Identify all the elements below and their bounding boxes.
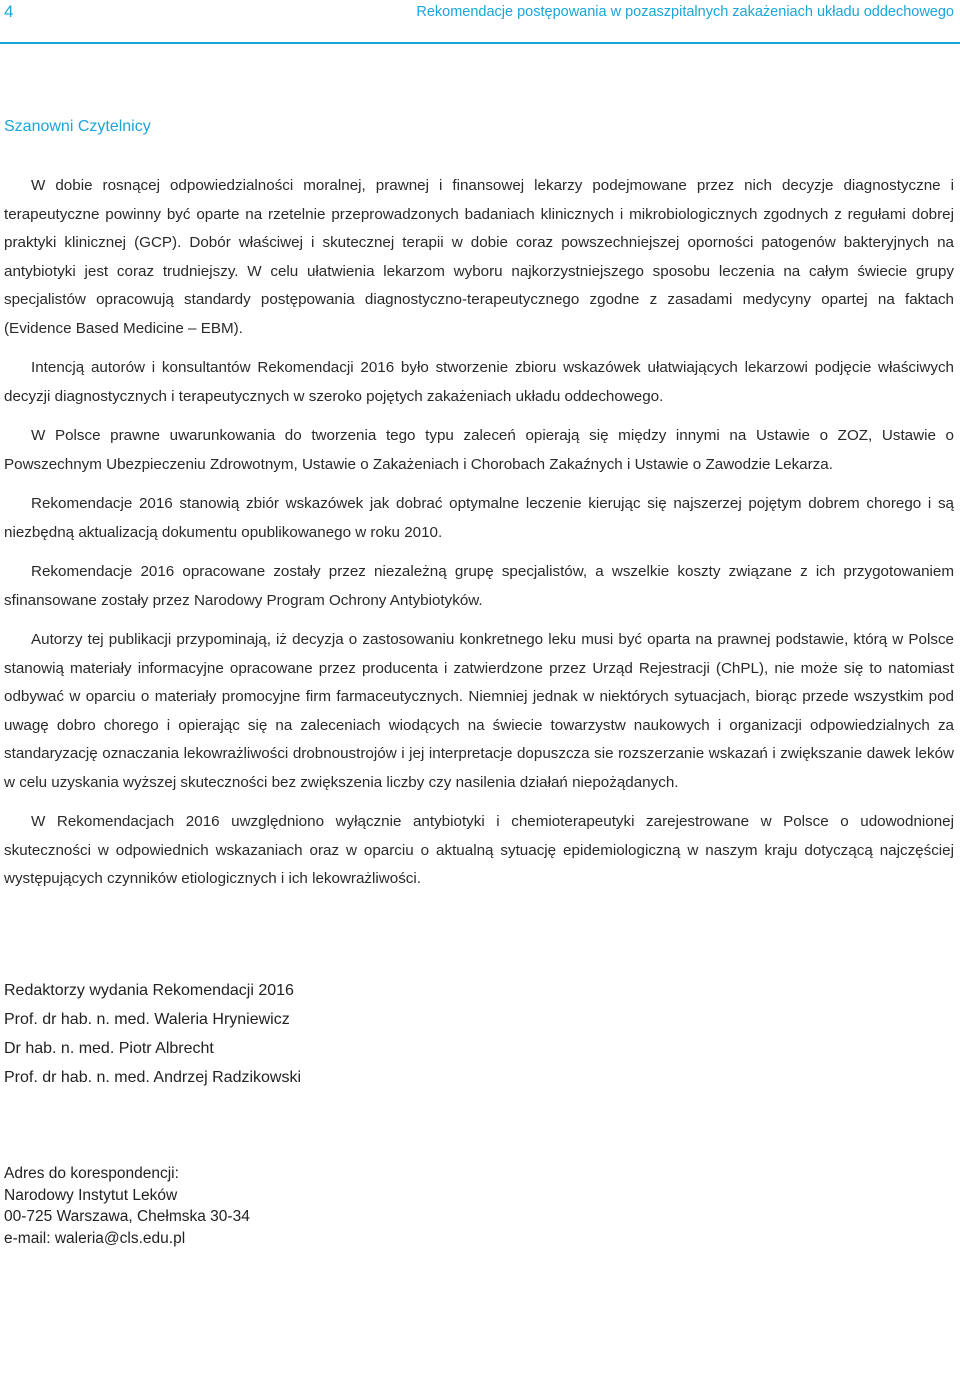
paragraph: W Rekomendacjach 2016 uwzględniono wyłącznie antybiotyki i chemioterapeutyki zarejestrowane w Polsce o udowodnionej skuteczności w odpowiednich wskazaniach oraz w oparciu o aktualną sytuację epidemiologiczną w naszym kraju dotyczącą najczęściej występujących czynników etiologicznych i ich lekowrażliwości.	[4, 813, 954, 887]
paragraph: W Polsce prawne uwarunkowania do tworzenia tego typu zaleceń opierają się między innymi na Ustawie o ZOZ, Ustawie o Powszechnym Ubezpieczeniu Zdrowotnym, Ustawie o Zakażeniach i Chorobach Zakaźnych i Ustawie o Zawodzie Lekarza.	[4, 427, 954, 473]
salutation-heading: Szanowni Czytelnicy	[4, 118, 151, 135]
correspondence-address	[4, 1163, 250, 1249]
letter-body	[4, 172, 954, 905]
editor-name: Dr hab. n. med. Piotr Albrecht	[4, 1040, 214, 1057]
address-heading: Adres do korespondencji:	[4, 1165, 179, 1182]
page-header	[0, 0, 960, 44]
address-institution: Narodowy Instytut Leków	[4, 1186, 178, 1204]
address-street: 00-725 Warszawa, Chełmska 30-34	[4, 1208, 250, 1225]
paragraph: Intencją autorów i konsultantów Rekomendacji 2016 było stworzenie zbioru wskazówek ułatwiających lekarzowi podjęcie właściwych decyzji diagnostycznych i terapeutycznych w szeroko pojętych zakażeniach układu oddechowego.	[4, 359, 954, 405]
editors-heading: Redaktorzy wydania Rekomendacji 2016	[4, 982, 294, 999]
header-divider	[0, 42, 960, 44]
page-number: 4	[4, 2, 14, 21]
editors-block	[4, 976, 301, 1092]
paragraph: Rekomendacje 2016 opracowane zostały przez niezależną grupę specjalistów, a wszelkie koszty związane z ich przygotowaniem sfinansowane zostały przez Narodowy Program Ochrony Antybiotyków.	[4, 563, 954, 609]
editor-name: Prof. dr hab. n. med. Andrzej Radzikowski	[4, 1069, 302, 1086]
address-email[interactable]: e-mail: waleria@cls.edu.pl	[4, 1229, 186, 1247]
paragraph: Rekomendacje 2016 stanowią zbiór wskazówek jak dobrać optymalne leczenie kierując się najszerzej pojętym dobrem chorego i są niezbędną aktualizacją dokumentu opublikowanego w roku 2010.	[4, 495, 954, 541]
paragraph: Autorzy tej publikacji przypominają, iż decyzja o zastosowaniu konkretnego leku musi być oparta na prawnej podstawie, którą w Polsce stanowią materiały informacyjne opracowane przez producenta i zatwierdzone przez Urząd Rejestracji (ChPL), nie może się to natomiast odbywać w oparciu o materiały promocyjne firm farmaceutycznych. Niemniej jednak w niektórych sytuacjach, biorąc przede wszystkim pod uwagę dobro chorego i opierając się na zaleceniach wiodących na świecie towarzystw naukowych i organizacji odpowiedzialnych za standaryzację oznaczania lekowrażliwości drobnoustrojów i jej interpretacje dopuszcza sie rozszerzanie wskazań i zwiększanie dawek leków w celu uzyskania wyższej skuteczności bez zwiększenia liczby czy nasilenia działań niepożądanych.	[4, 631, 954, 791]
running-title: Rekomendacje postępowania w pozaszpitalnych zakażeniach układu oddechowego	[416, 4, 954, 20]
editor-name: Prof. dr hab. n. med. Waleria Hryniewicz	[4, 1011, 290, 1028]
paragraph: W dobie rosnącej odpowiedzialności moralnej, prawnej i finansowej lekarzy podejmowane przez nich decyzje diagnostyczne i terapeutyczne powinny być oparte na rzetelnie przeprowadzonych badaniach klinicznych i mikrobiologicznych zgodnych z regułami dobrej praktyki klinicznej (GCP). Dobór właściwej i skutecznej terapii w dobie coraz powszechniejszej oporności patogenów bakteryjnych na antybiotyki jest coraz trudniejszy. W celu ułatwienia lekarzom wyboru najkorzystniejszego sposobu leczenia na całym świecie grupy specjalistów opracowują standardy postępowania diagnostyczno-terapeutycznego zgodne z zasadami medycyny opartej na faktach (Evidence Based Medicine – EBM).	[4, 177, 954, 337]
